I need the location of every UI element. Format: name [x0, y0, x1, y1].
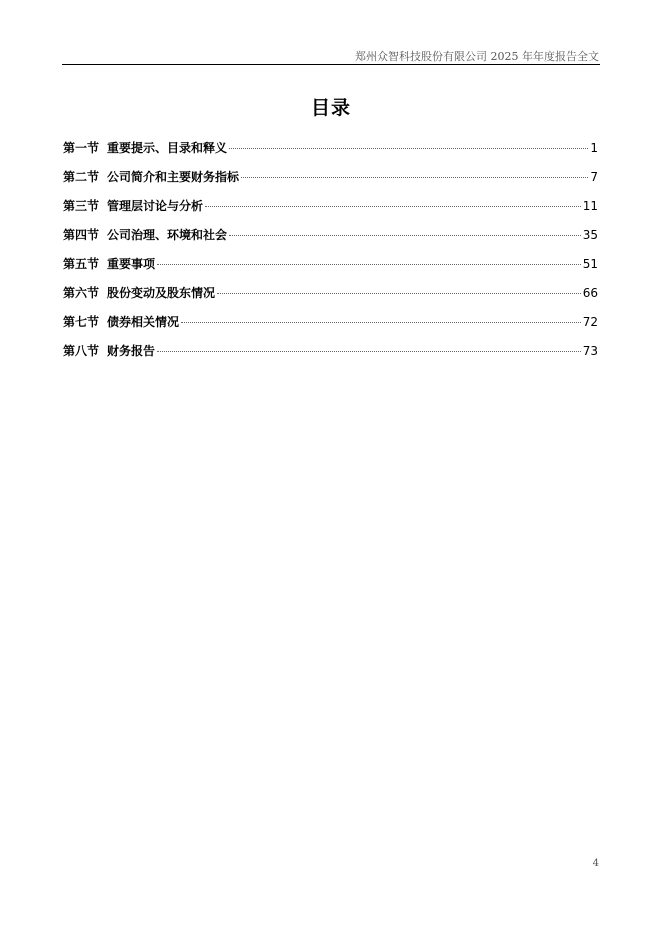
- toc-entry-label: 重要提示、目录和释义: [107, 141, 228, 155]
- toc-entry[interactable]: [63, 139, 598, 168]
- toc-page-number: 73: [582, 344, 598, 358]
- toc-dot-leader: [205, 206, 581, 207]
- toc-page-number: 51: [582, 257, 598, 271]
- toc-section-number: 第五节: [63, 257, 100, 271]
- toc-entry-label: 公司治理、环境和社会: [107, 228, 228, 242]
- toc-section-number: 第八节: [63, 344, 100, 358]
- toc-dot-leader: [241, 177, 588, 178]
- page-number: 4: [592, 858, 599, 869]
- toc-entry[interactable]: [63, 197, 598, 226]
- toc-page-number: 35: [582, 228, 598, 242]
- toc-section-number: 第七节: [63, 315, 100, 329]
- toc-entry[interactable]: [63, 284, 598, 313]
- toc-section-number: 第一节: [63, 141, 100, 155]
- toc-dot-leader: [217, 293, 581, 294]
- toc-dot-leader: [181, 322, 581, 323]
- toc-entry-label: 公司简介和主要财务指标: [107, 170, 240, 184]
- toc-entry-label: 财务报告: [107, 344, 156, 358]
- toc-section-number: 第四节: [63, 228, 100, 242]
- toc-entry-label: 股份变动及股东情况: [107, 286, 216, 300]
- toc-entry[interactable]: [63, 226, 598, 255]
- toc-dot-leader: [157, 351, 581, 352]
- toc-entry-label: 债券相关情况: [107, 315, 180, 329]
- header-rule: [62, 64, 600, 65]
- toc-entry-label: 管理层讨论与分析: [107, 199, 204, 213]
- toc-section-number: 第三节: [63, 199, 100, 213]
- toc-page-number: 66: [582, 286, 598, 300]
- toc-entry[interactable]: [63, 168, 598, 197]
- toc-title: 目录: [310, 97, 351, 119]
- toc-entry[interactable]: [63, 342, 598, 371]
- toc-section-number: 第二节: [63, 170, 100, 184]
- toc-entry[interactable]: [63, 313, 598, 342]
- toc-dot-leader: [229, 235, 581, 236]
- toc-entry-label: 重要事项: [107, 257, 156, 271]
- toc-dot-leader: [229, 148, 588, 149]
- toc-page-number: 1: [590, 141, 598, 155]
- table-of-contents: [63, 139, 598, 371]
- toc-dot-leader: [157, 264, 581, 265]
- toc-section-number: 第六节: [63, 286, 100, 300]
- toc-page-number: 72: [582, 315, 598, 329]
- running-header: 郑州众智科技股份有限公司 2025 年年度报告全文: [355, 50, 599, 63]
- toc-entry[interactable]: [63, 255, 598, 284]
- toc-page-number: 7: [590, 170, 598, 184]
- toc-page-number: 11: [582, 199, 598, 213]
